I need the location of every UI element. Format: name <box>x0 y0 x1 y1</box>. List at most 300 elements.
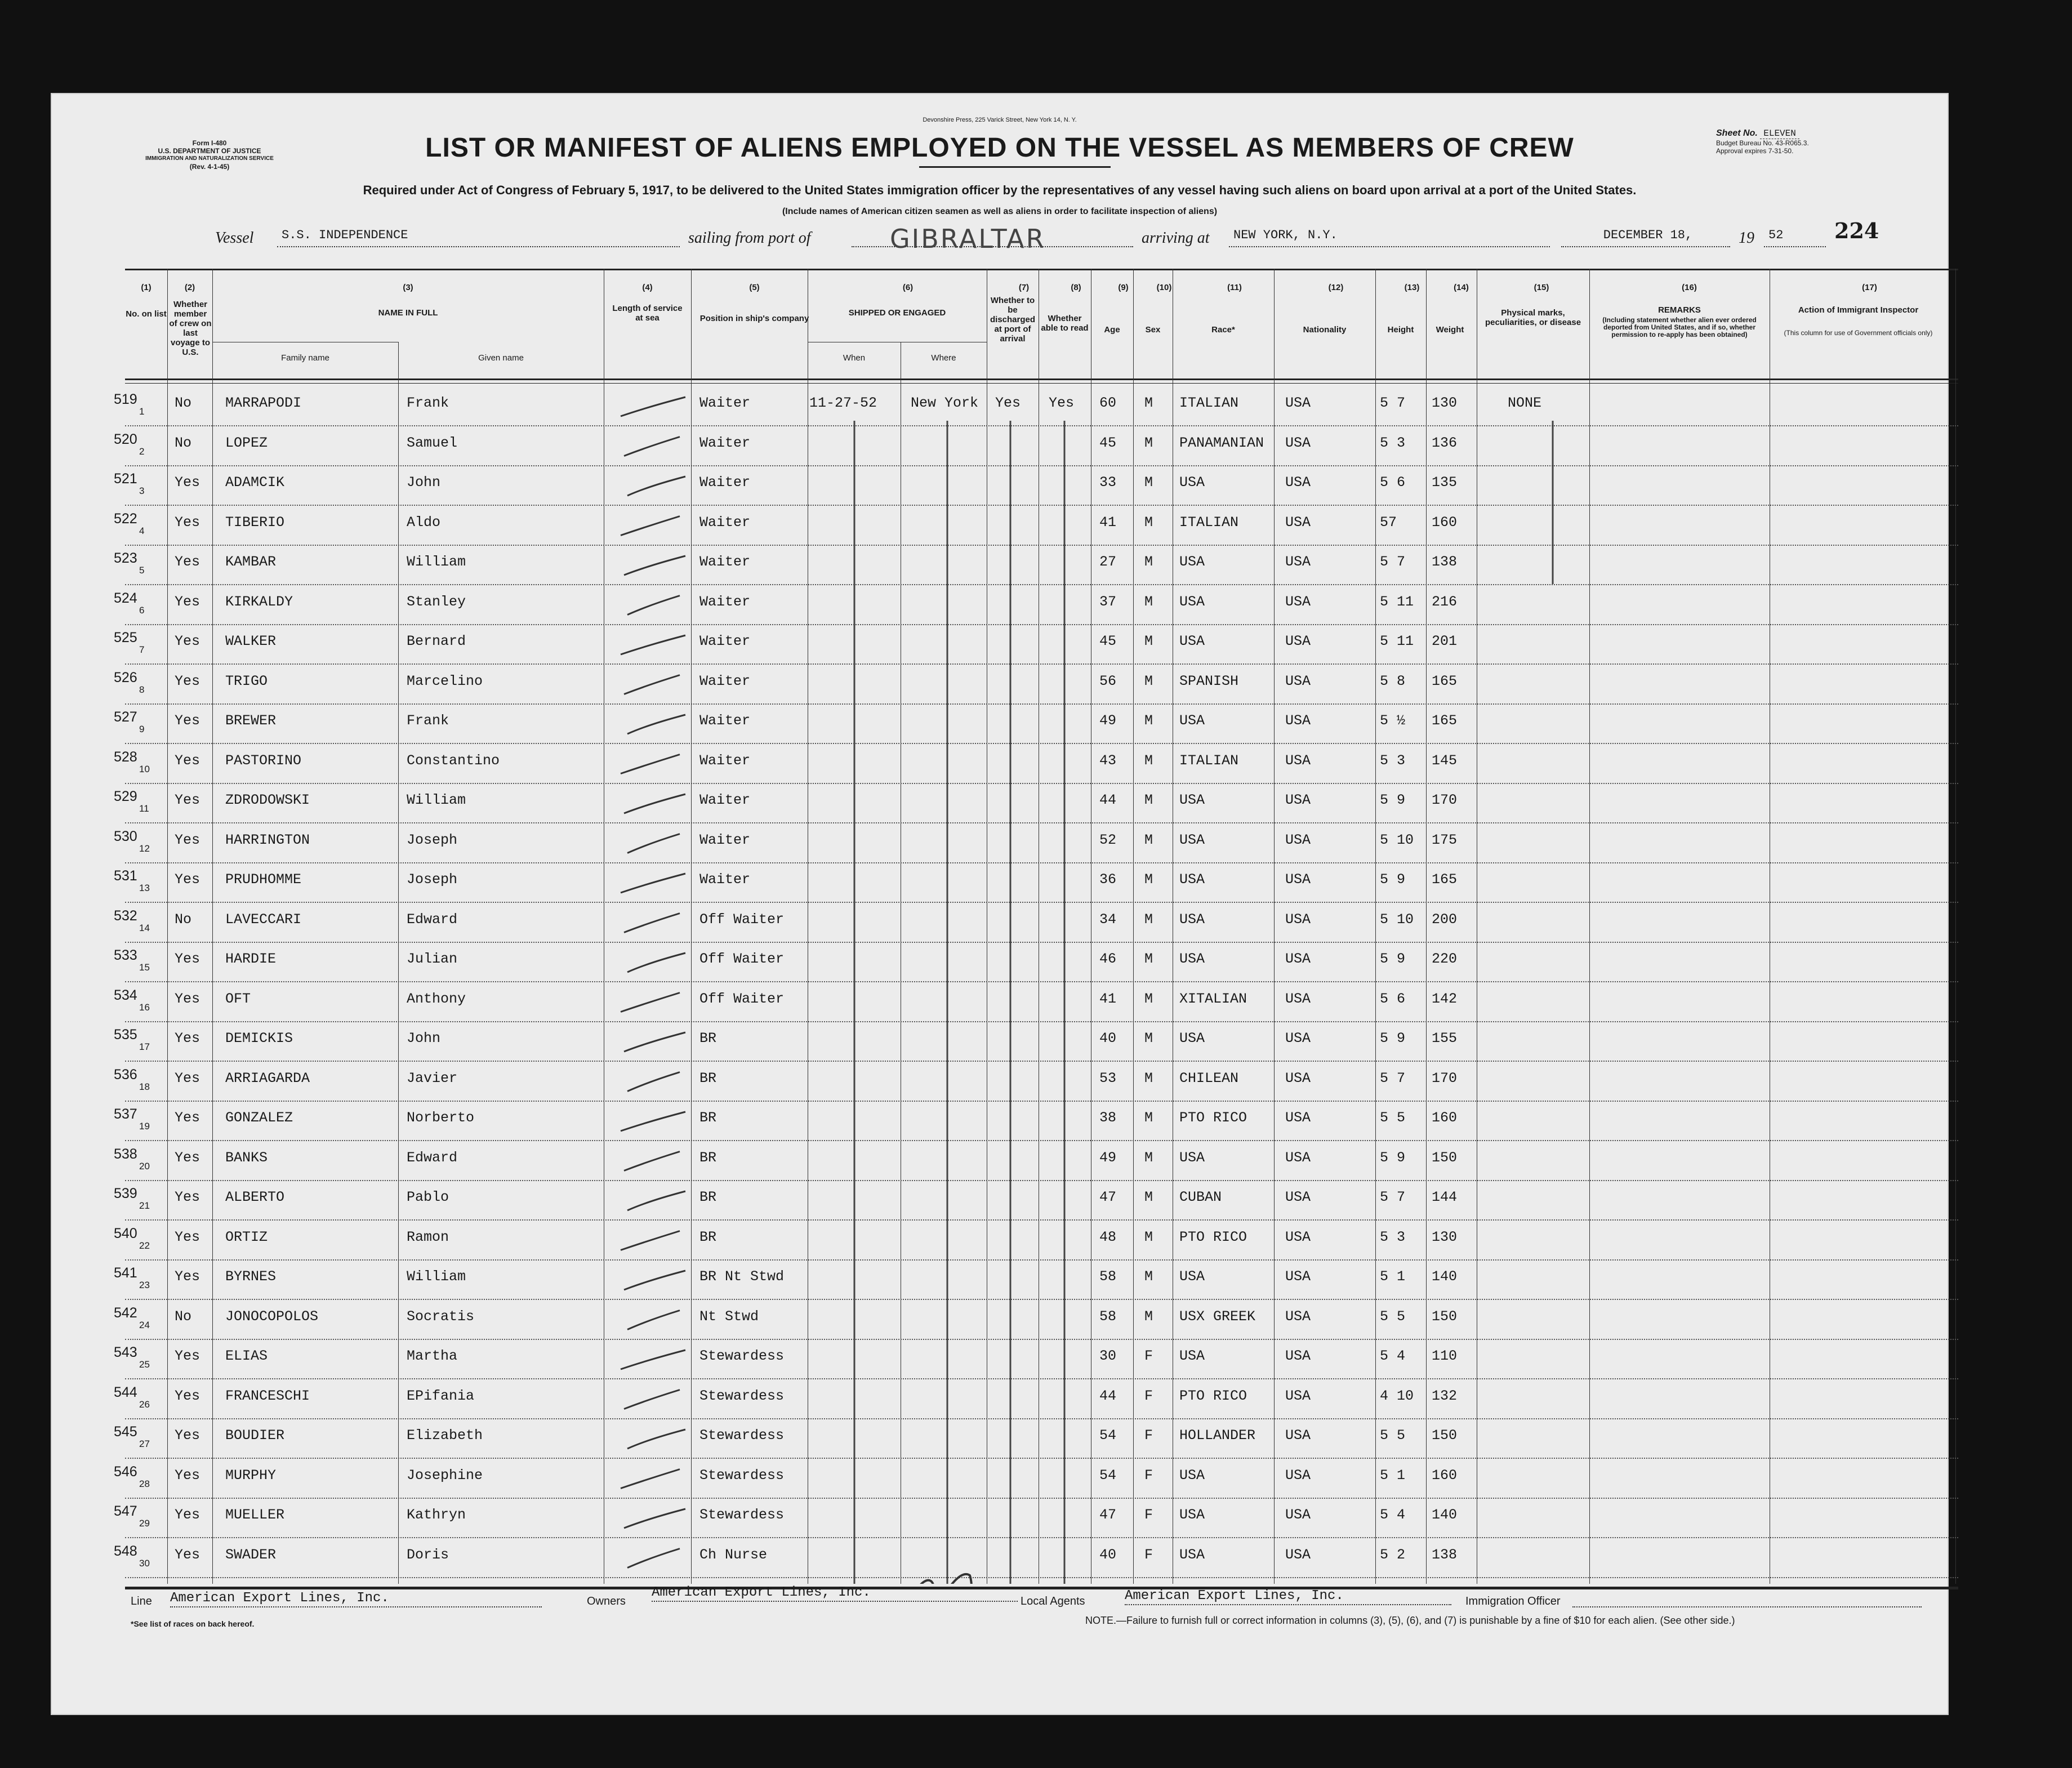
list-number: 523 <box>114 550 137 566</box>
col-num-12: (12) <box>1328 283 1344 292</box>
race: CUBAN <box>1179 1189 1222 1205</box>
weight: 130 <box>1432 395 1458 411</box>
form-number: Form I-480 <box>192 139 227 147</box>
able-to-read: Yes <box>1049 395 1075 411</box>
weight: 150 <box>1432 1427 1458 1444</box>
nationality: USA <box>1285 434 1311 451</box>
header-rule <box>125 378 1958 380</box>
approval-expiry: Approval expires 7-31-50. <box>1716 147 1794 155</box>
sex: M <box>1144 1228 1153 1245</box>
line-number: 19 <box>139 1121 150 1132</box>
position: Waiter <box>699 871 751 888</box>
given-name: Socratis <box>407 1308 475 1325</box>
line-number: 24 <box>139 1319 150 1330</box>
position: BR <box>699 1228 717 1245</box>
table-row <box>114 1380 1958 1419</box>
position: Stewardess <box>699 1507 785 1523</box>
nationality: USA <box>1285 1427 1311 1444</box>
line-label: Line <box>131 1595 152 1607</box>
position: BR Nt Stwd <box>699 1268 785 1285</box>
shipped-where: New York <box>911 395 979 411</box>
nationality: USA <box>1285 1507 1311 1523</box>
line-number: 30 <box>139 1557 150 1569</box>
sex: M <box>1144 792 1153 808</box>
crew-last-voyage: Yes <box>175 1030 200 1046</box>
col-num-2: (2) <box>184 283 195 292</box>
page-stamp: 224 <box>1834 218 1879 243</box>
sex: F <box>1144 1387 1153 1404</box>
sex: M <box>1144 752 1153 769</box>
position: Stewardess <box>699 1467 785 1484</box>
list-number: 529 <box>114 789 137 804</box>
height: 5 4 <box>1380 1348 1406 1364</box>
table-row <box>114 586 1958 625</box>
weight: 170 <box>1432 792 1458 808</box>
list-number: 539 <box>114 1186 137 1201</box>
family-name: LAVECCARI <box>225 911 302 928</box>
position: BR <box>699 1189 717 1205</box>
family-name: BANKS <box>225 1149 268 1166</box>
crew-last-voyage: No <box>175 911 192 928</box>
race: PTO RICO <box>1179 1387 1247 1404</box>
weight: 160 <box>1432 1110 1458 1126</box>
table-row <box>114 387 1958 426</box>
age: 34 <box>1099 911 1117 928</box>
line-number: 17 <box>139 1041 150 1052</box>
height: 5 10 <box>1380 911 1414 928</box>
age: 45 <box>1099 434 1117 451</box>
crew-last-voyage: Yes <box>175 1228 200 1245</box>
vessel-name: S.S. INDEPENDENCE <box>277 228 680 247</box>
sex: F <box>1144 1348 1153 1364</box>
header-no-on-list: No. on list <box>126 309 167 319</box>
year-prefix: 19 <box>1739 229 1754 247</box>
height: 5 ½ <box>1380 712 1406 729</box>
crew-last-voyage: Yes <box>175 1546 200 1563</box>
form-service: IMMIGRATION AND NATURALIZATION SERVICE <box>145 155 274 162</box>
arriving-label: arriving at <box>1142 229 1210 247</box>
line-number: 28 <box>139 1478 150 1489</box>
table-row <box>114 943 1958 982</box>
nationality: USA <box>1285 395 1311 411</box>
sex: M <box>1144 831 1153 848</box>
header-inspector-action: Action of Immigrant Inspector <box>1798 305 1919 315</box>
line-number: 27 <box>139 1439 150 1449</box>
list-number: 528 <box>114 749 137 765</box>
family-name: SWADER <box>225 1546 277 1563</box>
given-name: Doris <box>407 1546 449 1563</box>
weight: 150 <box>1432 1149 1458 1166</box>
race: USA <box>1179 554 1205 570</box>
race: PTO RICO <box>1179 1228 1247 1245</box>
line-number: 2 <box>139 446 145 457</box>
nationality: USA <box>1285 1467 1311 1484</box>
col-num-14: (14) <box>1454 283 1469 292</box>
header-race: Race* <box>1211 325 1235 335</box>
race: PANAMANIAN <box>1179 434 1264 451</box>
line-number: 16 <box>139 1001 150 1013</box>
table-row <box>114 1142 1958 1181</box>
age: 44 <box>1099 1387 1117 1404</box>
table-row <box>114 784 1958 823</box>
family-name: DEMICKIS <box>225 1030 293 1046</box>
age: 58 <box>1099 1268 1117 1285</box>
sex: M <box>1144 434 1153 451</box>
table-row <box>114 546 1958 585</box>
position: Stewardess <box>699 1427 785 1444</box>
nationality: USA <box>1285 1110 1311 1126</box>
sex: M <box>1144 911 1153 928</box>
given-name: Joseph <box>407 871 458 888</box>
given-name: John <box>407 474 441 491</box>
nationality: USA <box>1285 951 1311 967</box>
family-name: TIBERIO <box>225 514 285 531</box>
list-number: 547 <box>114 1503 137 1519</box>
position: Waiter <box>699 474 751 491</box>
crew-last-voyage: Yes <box>175 1268 200 1285</box>
given-name: Bernard <box>407 633 466 649</box>
position: Waiter <box>699 554 751 570</box>
subtitle-note: (Include names of American citizen seamen as well as aliens in order to facilitate inspection of aliens) <box>782 207 1218 216</box>
given-name: Kathryn <box>407 1507 466 1523</box>
position: BR <box>699 1030 717 1046</box>
physical-marks: NONE <box>1508 395 1542 411</box>
line-number: 11 <box>139 803 149 814</box>
race: USA <box>1179 1030 1205 1046</box>
family-name: BYRNES <box>225 1268 277 1285</box>
family-name: TRIGO <box>225 673 268 689</box>
shipped-when: 11-27-52 <box>809 395 877 411</box>
sex: M <box>1144 514 1153 531</box>
nationality: USA <box>1285 1387 1311 1404</box>
given-name: Anthony <box>407 990 466 1007</box>
position: Off Waiter <box>699 951 785 967</box>
position: Waiter <box>699 395 751 411</box>
nationality: USA <box>1285 1070 1311 1086</box>
height: 5 7 <box>1380 1070 1406 1086</box>
line-number: 29 <box>139 1518 150 1529</box>
list-number: 542 <box>114 1304 137 1321</box>
age: 48 <box>1099 1228 1117 1245</box>
weight: 155 <box>1432 1030 1458 1046</box>
list-number: 534 <box>114 987 137 1003</box>
family-name: BREWER <box>225 712 277 729</box>
footer-rule <box>125 1587 1958 1589</box>
nationality: USA <box>1285 712 1311 729</box>
family-name: ELIAS <box>225 1348 268 1364</box>
list-number: 548 <box>114 1543 137 1559</box>
age: 40 <box>1099 1546 1117 1563</box>
age: 38 <box>1099 1110 1117 1126</box>
position: Nt Stwd <box>699 1308 759 1325</box>
header-name-in-full: NAME IN FULL <box>378 308 438 318</box>
given-name: William <box>407 792 466 808</box>
family-name: GONZALEZ <box>225 1110 293 1126</box>
line-number: 23 <box>139 1280 150 1290</box>
given-name: Javier <box>407 1070 458 1086</box>
header-given-name: Given name <box>478 353 524 363</box>
fine-note: NOTE.—Failure to furnish full or correct information in columns (3), (5), (6), and (7) is punishable by a fine of $10 for each alien. (See other side.) <box>1085 1615 1735 1626</box>
age: 40 <box>1099 1030 1117 1046</box>
table-top-rule <box>125 269 1958 270</box>
table-row <box>114 903 1958 943</box>
line-number: 14 <box>139 922 150 933</box>
line-number: 21 <box>139 1200 150 1211</box>
crew-last-voyage: No <box>175 434 192 451</box>
owners-label: Owners <box>587 1595 626 1607</box>
race: USA <box>1179 1467 1205 1484</box>
sheet-number: ELEVEN <box>1760 128 1799 139</box>
sex: M <box>1144 673 1153 689</box>
crew-last-voyage: Yes <box>175 792 200 808</box>
family-name: ALBERTO <box>225 1189 285 1205</box>
header-position: Position in ship's company <box>699 314 809 323</box>
nationality: USA <box>1285 911 1311 928</box>
race: USA <box>1179 1546 1205 1563</box>
weight: 165 <box>1432 673 1458 689</box>
vessel-label: Vessel <box>215 229 254 247</box>
position: Waiter <box>699 752 751 769</box>
budget-number: Budget Bureau No. 43-R065.3. <box>1716 139 1809 147</box>
race: USA <box>1179 911 1205 928</box>
age: 37 <box>1099 593 1117 610</box>
position: BR <box>699 1110 717 1126</box>
height: 5 11 <box>1380 593 1414 610</box>
col-num-7: (7) <box>1018 283 1030 292</box>
header-able-to-read: Whether able to read <box>1041 314 1089 333</box>
table-row <box>114 745 1958 784</box>
given-name: Elizabeth <box>407 1427 483 1444</box>
sex: F <box>1144 1507 1153 1523</box>
crew-last-voyage: Yes <box>175 673 200 689</box>
header-when: When <box>843 353 866 363</box>
family-name: MUELLER <box>225 1507 285 1523</box>
weight: 130 <box>1432 1228 1458 1245</box>
sex: M <box>1144 554 1153 570</box>
nationality: USA <box>1285 514 1311 531</box>
crew-last-voyage: Yes <box>175 1387 200 1404</box>
height: 5 1 <box>1380 1268 1406 1285</box>
line-number: 15 <box>139 962 150 973</box>
list-number: 540 <box>114 1225 137 1241</box>
family-name: ZDRODOWSKI <box>225 792 310 808</box>
form-rev: (Rev. 4-1-45) <box>189 163 230 171</box>
given-name: Edward <box>407 1149 458 1166</box>
sex: F <box>1144 1427 1153 1444</box>
header-discharged: Whether to be discharged at port of arrival <box>990 296 1036 344</box>
sex: M <box>1144 395 1153 411</box>
height: 5 5 <box>1380 1308 1406 1325</box>
crew-table <box>114 269 1958 1584</box>
position: Stewardess <box>699 1387 785 1404</box>
title-underline <box>919 166 1111 168</box>
position: BR <box>699 1149 717 1166</box>
weight: 110 <box>1432 1348 1458 1364</box>
sailing-port: GIBRALTAR <box>890 224 1046 254</box>
height: 5 9 <box>1380 792 1406 808</box>
list-number: 538 <box>114 1146 137 1162</box>
subtitle: Required under Act of Congress of February 5, 1917, to be delivered to the United States immigration officer by the representatives of any vessel having such aliens on board upon arrival at a port of the United States. <box>363 183 1637 197</box>
table-row <box>114 1221 1958 1261</box>
col-num-17: (17) <box>1862 283 1877 292</box>
table-row <box>114 1459 1958 1499</box>
height: 5 7 <box>1380 554 1406 570</box>
list-number: 537 <box>114 1106 137 1122</box>
age: 41 <box>1099 990 1117 1007</box>
given-name: Julian <box>407 951 458 967</box>
given-name: Stanley <box>407 593 466 610</box>
family-name: KIRKALDY <box>225 593 293 610</box>
age: 49 <box>1099 1149 1117 1166</box>
height: 57 <box>1380 514 1397 531</box>
header-length-service: Length of service at sea <box>612 304 683 323</box>
height: 5 4 <box>1380 1507 1406 1523</box>
family-name: OFT <box>225 990 251 1007</box>
officer-value <box>1572 1591 1922 1607</box>
header-remarks: REMARKS <box>1658 305 1701 315</box>
race: USA <box>1179 792 1205 808</box>
given-name: Constantino <box>407 752 500 769</box>
table-row <box>114 1261 1958 1300</box>
col-num-16: (16) <box>1682 283 1697 292</box>
age: 54 <box>1099 1467 1117 1484</box>
line-number: 6 <box>139 604 145 616</box>
col-num-4: (4) <box>642 283 653 292</box>
age: 44 <box>1099 792 1117 808</box>
race: USA <box>1179 951 1205 967</box>
given-name: William <box>407 554 466 570</box>
sheet-label: Sheet No. <box>1716 128 1758 138</box>
age: 43 <box>1099 752 1117 769</box>
weight: 144 <box>1432 1189 1458 1205</box>
table-row <box>114 665 1958 705</box>
crew-last-voyage: Yes <box>175 990 200 1007</box>
nationality: USA <box>1285 633 1311 649</box>
nationality: USA <box>1285 1546 1311 1563</box>
line-number: 9 <box>139 724 145 734</box>
race: ITALIAN <box>1179 395 1239 411</box>
given-name: EPifania <box>407 1387 475 1404</box>
line-number: 8 <box>139 684 145 695</box>
age: 46 <box>1099 951 1117 967</box>
crew-last-voyage: Yes <box>175 1189 200 1205</box>
crew-last-voyage: Yes <box>175 951 200 967</box>
given-name: Edward <box>407 911 458 928</box>
crew-last-voyage: Yes <box>175 1070 200 1086</box>
crew-last-voyage: Yes <box>175 1507 200 1523</box>
weight: 170 <box>1432 1070 1458 1086</box>
weight: 140 <box>1432 1507 1458 1523</box>
sex: M <box>1144 1308 1153 1325</box>
height: 5 9 <box>1380 1030 1406 1046</box>
col-num-6: (6) <box>902 283 914 292</box>
vessel-line <box>215 224 1933 263</box>
family-name: KAMBAR <box>225 554 277 570</box>
weight: 160 <box>1432 1467 1458 1484</box>
nationality: USA <box>1285 752 1311 769</box>
header-age: Age <box>1104 325 1120 335</box>
nationality: USA <box>1285 1268 1311 1285</box>
family-name: PRUDHOMME <box>225 871 302 888</box>
race: USA <box>1179 633 1205 649</box>
col-num-9: (9) <box>1118 283 1129 292</box>
weight: 175 <box>1432 831 1458 848</box>
header-remarks-note: (Including statement whether alien ever ordered deported from United States, and if so, whether permission to re-apply has been obtained) <box>1602 316 1757 339</box>
given-name: Aldo <box>407 514 441 531</box>
header-shipped-engaged: SHIPPED OR ENGAGED <box>848 308 946 318</box>
races-note: *See list of races on back hereof. <box>131 1619 255 1628</box>
arriving-port: NEW YORK, N.Y. <box>1229 228 1550 247</box>
list-number: 531 <box>114 868 137 884</box>
position: Waiter <box>699 593 751 610</box>
height: 5 5 <box>1380 1110 1406 1126</box>
race: USA <box>1179 871 1205 888</box>
list-number: 524 <box>114 590 137 606</box>
position: Waiter <box>699 434 751 451</box>
line-number: 1 <box>139 406 145 417</box>
crew-last-voyage: Yes <box>175 593 200 610</box>
sex: M <box>1144 1189 1153 1205</box>
given-name: Frank <box>407 712 449 729</box>
given-name: John <box>407 1030 441 1046</box>
list-number: 532 <box>114 907 137 924</box>
position: Off Waiter <box>699 990 785 1007</box>
height: 5 5 <box>1380 1427 1406 1444</box>
sex: F <box>1144 1467 1153 1484</box>
weight: 150 <box>1432 1308 1458 1325</box>
given-name: William <box>407 1268 466 1285</box>
header-family-name: Family name <box>281 353 329 363</box>
table-row <box>114 625 1958 665</box>
nationality: USA <box>1285 1348 1311 1364</box>
line-number: 4 <box>139 525 145 536</box>
family-name: LOPEZ <box>225 434 268 451</box>
weight: 160 <box>1432 514 1458 531</box>
crew-last-voyage: Yes <box>175 1149 200 1166</box>
height: 5 3 <box>1380 752 1406 769</box>
table-row <box>114 1102 1958 1141</box>
race: USA <box>1179 1348 1205 1364</box>
header-last-voyage: Whether member of crew on last voyage to U.S. <box>169 300 212 357</box>
col-num-3: (3) <box>403 283 413 292</box>
position: Ch Nurse <box>699 1546 768 1563</box>
crew-last-voyage: Yes <box>175 554 200 570</box>
race: USA <box>1179 474 1205 491</box>
family-name: PASTORINO <box>225 752 302 769</box>
height: 4 10 <box>1380 1387 1414 1404</box>
crew-last-voyage: Yes <box>175 514 200 531</box>
position: Waiter <box>699 712 751 729</box>
nationality: USA <box>1285 990 1311 1007</box>
list-number: 519 <box>114 391 137 407</box>
list-number: 545 <box>114 1424 137 1440</box>
position: Waiter <box>699 792 751 808</box>
crew-last-voyage: Yes <box>175 1110 200 1126</box>
crew-last-voyage: Yes <box>175 752 200 769</box>
header-rule-2 <box>125 383 1958 384</box>
age: 33 <box>1099 474 1117 491</box>
crew-last-voyage: Yes <box>175 831 200 848</box>
officer-label: Immigration Officer <box>1465 1595 1561 1607</box>
col-num-15: (15) <box>1534 283 1549 292</box>
line-number: 5 <box>139 565 145 576</box>
list-number: 527 <box>114 709 137 725</box>
sex: M <box>1144 1070 1153 1086</box>
line-number: 10 <box>139 763 150 774</box>
family-name: MURPHY <box>225 1467 277 1484</box>
given-name: Martha <box>407 1348 458 1364</box>
race: USA <box>1179 831 1205 848</box>
